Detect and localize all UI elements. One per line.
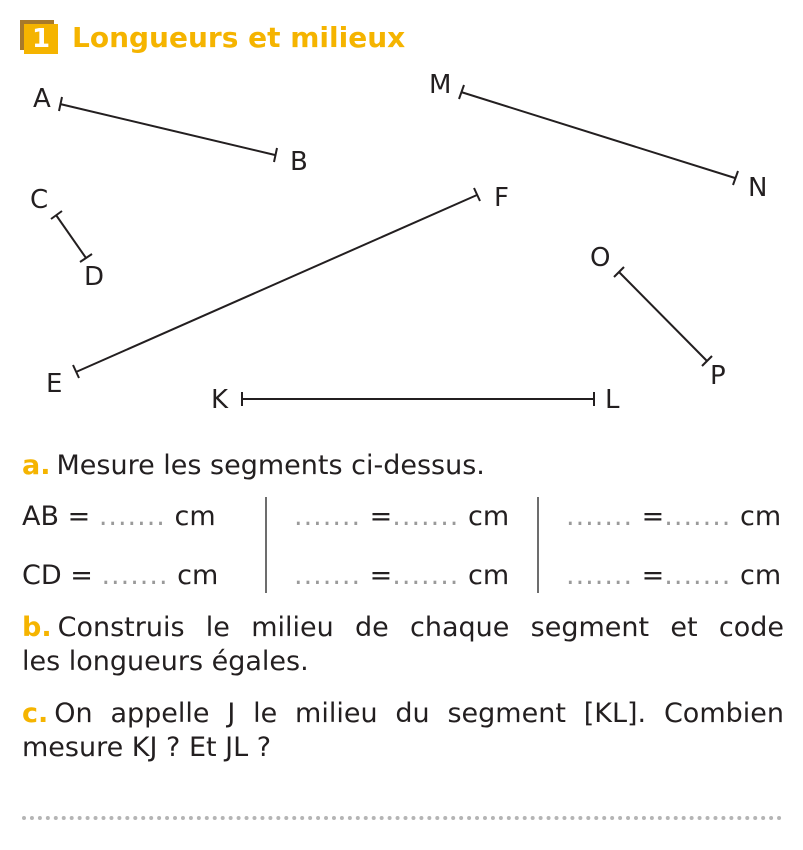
segment-name-blank[interactable]: ....... [294, 501, 362, 532]
point-label-e: E [46, 369, 63, 399]
question-c-letter: c. [22, 698, 49, 729]
segment-name-blank[interactable]: ....... [566, 501, 634, 532]
answer-blank[interactable]: ....... [664, 560, 732, 591]
point-label-f: F [494, 183, 509, 213]
unit: cm [177, 560, 219, 591]
tick-d [80, 254, 92, 262]
unit: cm [467, 560, 510, 591]
equals-sign: = [369, 501, 393, 532]
equals-sign: = [369, 560, 393, 591]
point-label-k: K [211, 385, 229, 415]
answer-blank[interactable]: ....... [101, 560, 169, 591]
column-separator [265, 497, 267, 593]
question-c-line1 [22, 697, 784, 731]
segment-ab [60, 104, 275, 155]
segment-ef [76, 195, 477, 372]
measure-blank-1 [294, 500, 509, 534]
question-b [22, 611, 784, 679]
unit: cm [739, 560, 782, 591]
point-label-p: P [710, 361, 726, 391]
tick-f [474, 188, 480, 201]
segment-name: AB [22, 501, 59, 532]
tick-c [51, 211, 62, 219]
exercise-title: Longueurs et milieux [72, 21, 406, 54]
question-b-text-2: les longueurs égales. [22, 646, 309, 677]
segment-name: CD [22, 560, 62, 591]
column-separator [537, 497, 539, 593]
unit: cm [467, 501, 510, 532]
measure-blank-4 [566, 559, 781, 593]
answer-blank[interactable]: ....... [664, 501, 732, 532]
equals-sign: = [641, 560, 665, 591]
point-label-a: A [33, 84, 51, 114]
question-b-text-1: Construis le milieu de chaque segment et code [57, 612, 784, 643]
point-label-m: M [429, 70, 452, 100]
answer-blank[interactable]: ....... [392, 501, 460, 532]
answer-dotted-line[interactable] [22, 816, 782, 820]
segment-mn [461, 92, 735, 178]
question-c-text-1: On appelle J le milieu du segment [KL]. Combien [54, 698, 784, 729]
question-c-text-2: mesure KJ ? Et JL ? [22, 732, 272, 763]
segment-cd [56, 215, 86, 258]
question-a-text: Mesure les segments ci-dessus. [56, 450, 485, 481]
point-label-o: O [590, 243, 611, 273]
point-label-c: C [30, 185, 49, 215]
question-a [22, 449, 485, 483]
segment-name-blank[interactable]: ....... [294, 560, 362, 591]
question-b-letter: b. [22, 612, 52, 643]
question-b-line1 [22, 611, 784, 645]
answer-blank[interactable]: ....... [98, 501, 166, 532]
point-label-l: L [605, 385, 620, 415]
point-label-n: N [748, 173, 768, 203]
unit: cm [739, 501, 782, 532]
question-c [22, 697, 784, 765]
exercise-number-badge [20, 20, 58, 54]
equals-sign: = [67, 501, 91, 532]
measure-ab [22, 500, 216, 534]
equals-sign: = [70, 560, 93, 591]
exercise-number: 1 [24, 24, 58, 54]
point-label-d: D [84, 262, 105, 292]
unit: cm [174, 501, 216, 532]
equals-sign: = [641, 501, 665, 532]
measure-cd [22, 559, 218, 593]
segment-op [619, 272, 707, 361]
question-a-letter: a. [22, 450, 51, 481]
measure-blank-3 [566, 500, 781, 534]
segments-figure [0, 60, 803, 420]
measure-blank-2 [294, 559, 509, 593]
answer-blank[interactable]: ....... [392, 560, 460, 591]
segment-name-blank[interactable]: ....... [566, 560, 634, 591]
point-label-b: B [290, 147, 308, 177]
